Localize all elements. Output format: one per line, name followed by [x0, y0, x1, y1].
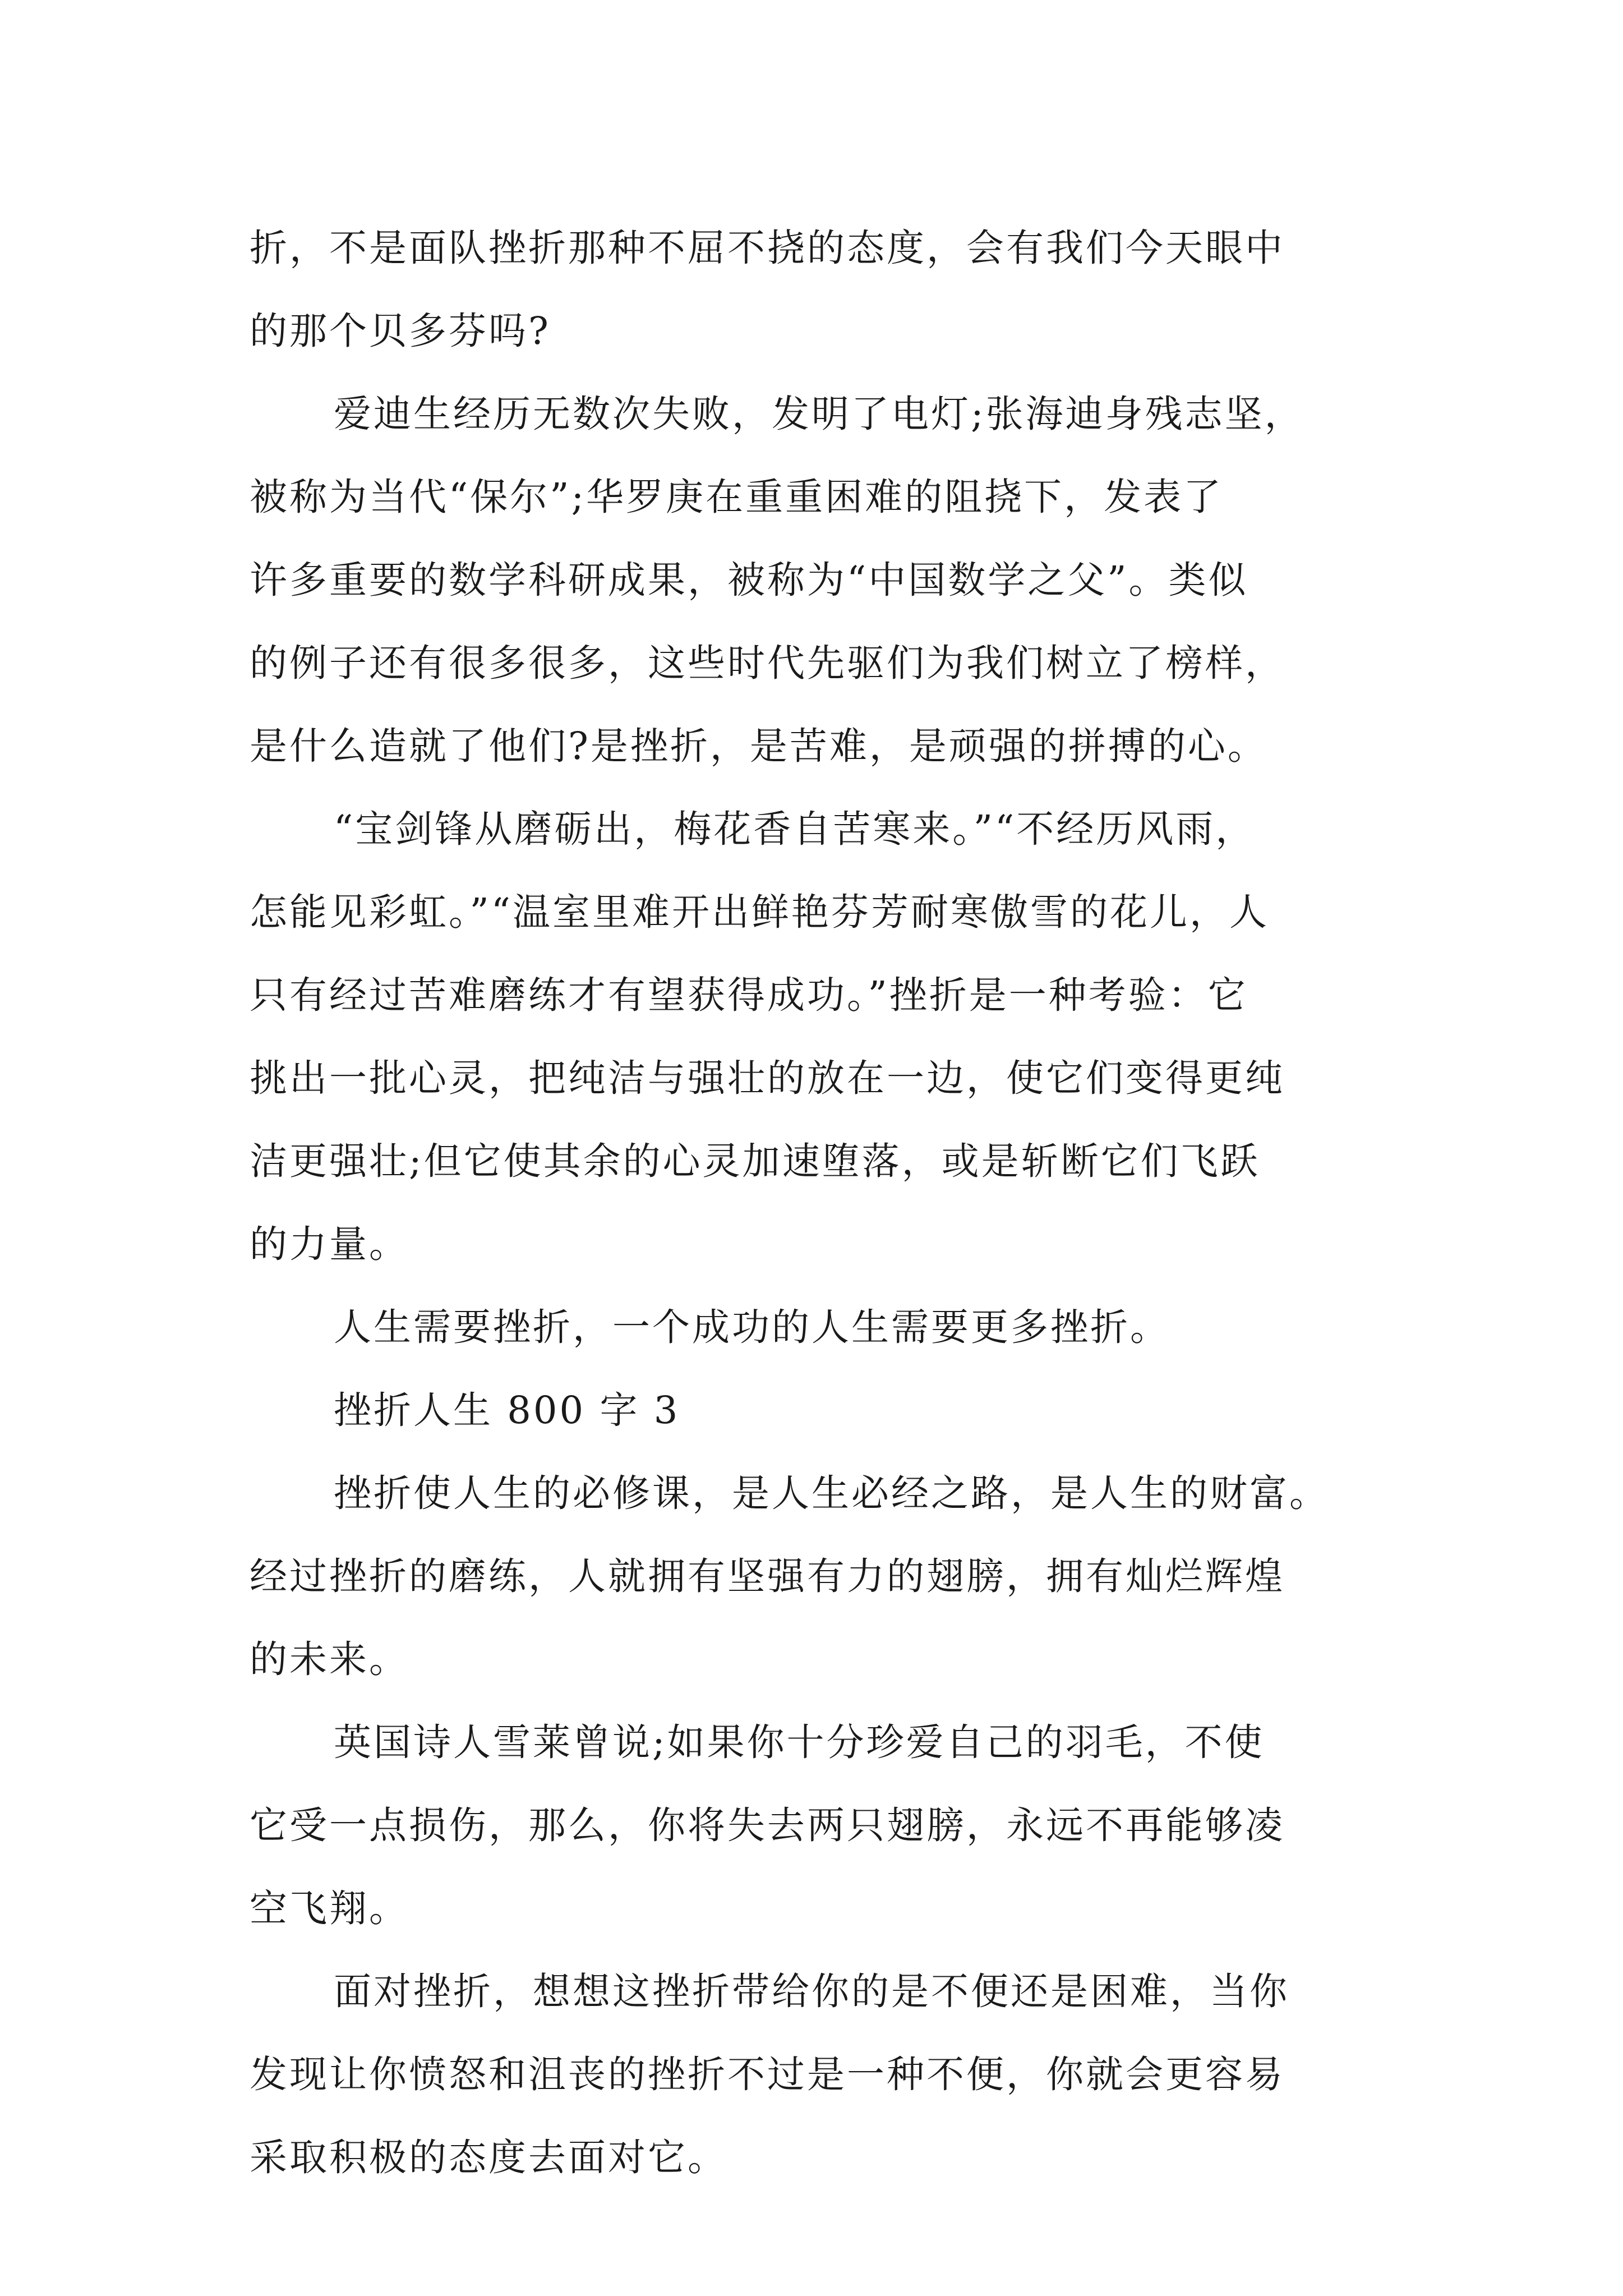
text-line: 折，不是面队挫折那种不屈不挠的态度，会有我们今天眼中 [250, 226, 1285, 270]
text-line: 的例子还有很多很多，这些时代先驱们为我们树立了榜样， [250, 641, 1285, 685]
text-line: 人生需要挫折，一个成功的人生需要更多挫折。 [334, 1305, 1170, 1349]
text-line: 发现让你愤怒和沮丧的挫折不过是一种不便，你就会更容易 [250, 2053, 1285, 2096]
text-line: 英国诗人雪莱曾说;如果你十分珍爱自己的羽毛，不使 [334, 1720, 1265, 1764]
text-line: 经过挫折的磨练，人就拥有坚强有力的翅膀，拥有灿烂辉煌 [250, 1554, 1285, 1598]
text-line: 怎能见彩虹。”“温室里难开出鲜艳芬芳耐寒傲雪的花儿，人 [250, 890, 1270, 934]
text-line: 洁更强壮;但它使其余的心灵加速堕落，或是斩断它们飞跃 [250, 1139, 1260, 1183]
text-line: 挑出一批心灵，把纯洁与强壮的放在一边，使它们变得更纯 [250, 1056, 1285, 1100]
text-line: “宝剑锋从磨砺出，梅花香自苦寒来。”“不经历风雨， [334, 807, 1256, 851]
text-line: 的力量。 [250, 1222, 409, 1266]
text-line: 爱迪生经历无数次失败，发明了电灯;张海迪身残志坚， [334, 392, 1304, 436]
text-line: 空飞翔。 [250, 1887, 409, 1930]
text-line: 挫折使人生的必修课，是人生必经之路，是人生的财富。 [334, 1471, 1329, 1515]
text-line: 面对挫折，想想这挫折带给你的是不便还是困难，当你 [334, 1970, 1289, 2013]
text-line: 是什么造就了他们?是挫折，是苦难，是顽强的拼搏的心。 [250, 724, 1267, 768]
text-line: 只有经过苦难磨练才有望获得成功。”挫折是一种考验：它 [250, 973, 1248, 1017]
text-line: 采取积极的态度去面对它。 [250, 2136, 727, 2179]
text-line: 挫折人生 800 字 3 [334, 1388, 680, 1432]
text-line: 它受一点损伤，那么，你将失去两只翅膀，永远不再能够凌 [250, 1803, 1285, 1847]
text-line: 的未来。 [250, 1637, 409, 1681]
text-line: 许多重要的数学科研成果，被称为“中国数学之父”。类似 [250, 558, 1248, 602]
text-line: 的那个贝多芬吗? [250, 309, 551, 353]
document-body [250, 206, 1396, 2199]
text-line: 被称为当代“保尔”;华罗庚在重重困难的阻挠下，发表了 [250, 475, 1224, 519]
